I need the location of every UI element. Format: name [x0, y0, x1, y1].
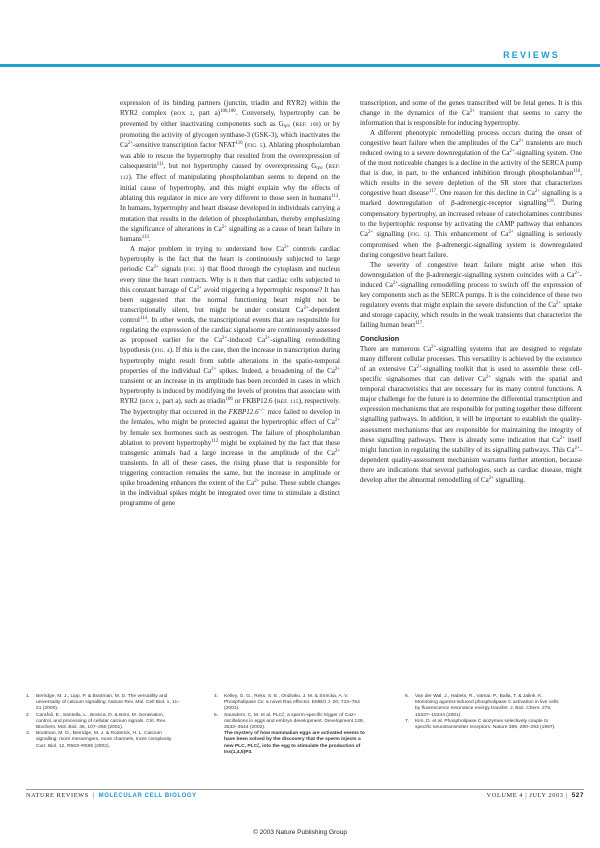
footer-rule: [26, 789, 584, 790]
reference-item: 7. Kim, D. et al. Phospholipase C isozymes selectively couple to specific neurotransmitter receptors. Nature 389, 290–293 (1997).: [405, 718, 556, 731]
references-column-2: [214, 694, 370, 756]
reference-item: 3. Bootman, M. D., Berridge, M. J. & Roderick, H. L. Calcium signalling: more messengers, more channels, more complexity. Curr. Biol. 12, R563–R565 (2002).: [26, 731, 173, 749]
paragraph: A different phenotypic remodelling process occurs during the onset of congestive heart failure when the amplitudes of the $Ca^{2+}$ transients are much reduced owing to a severe downregulation of the $Ca^{2+}$-signalling system. One of the most noticeable changes is a decline in the activity of the SERCA pump that is due, in part, to the enhanced inhibition through phospholamban$^{116}$, which results in the severe depletion of the SR store that characterizes congestive heart disease$^{117}$. One reason for this decline in $Ca^{2+}$ signalling is a marked downregulation of β-adrenergic-receptor signalling$^{118}$. During compensatory hypertrophy, an increased release of catecholamines contributes to the hypertrophic response by activating the cAMP pathway that enhances $Ca^{2+}$ signalling (FIG. 5). This enhancement of $Ca^{2+}$ signalling is seriously compromised when the β-adrenergic-signalling system is downregulated during congestive heart failure.: [360, 129, 583, 259]
copyright-notice: © 2003 Nature Publishing Group: [252, 829, 348, 836]
reference-item: 1. Berridge, M. J., Lipp, P. & Bootman, M. D. The versatility and universality of calcium signalling. Nature Rev. Mol. Cell Biol. 1, 11–21 (2000).: [26, 694, 180, 712]
page-number: 527: [571, 792, 584, 799]
footer-separator: |: [523, 792, 530, 799]
section-heading: Conclusion: [360, 334, 400, 344]
paragraph: The severity of congestive heart failure might arise when this downregulation of the β-adrenergic-signalling system coincides with a $Ca^{2+}$-induced $Ca^{2+}$-signalling remodelling process to switch off the expression of key components such as the SERCA pumps. It is the coincidence of these two regulatory events that might explain the severe disfunction of the $Ca^{2+}$ uptake and storage capacity, which results in the weak transients that characterize the failing human heart$^{117}$.: [360, 260, 583, 330]
volume: VOLUME 4: [486, 792, 524, 799]
paragraph: A major problem in trying to understand how $Ca^{2+}$ controls cardiac hypertrophy is the fact that the heart is continuously subjected to large periodic $Ca^{2+}$ signals (FIG. 3) that flood through the cytoplasm and nucleus every time the heart contracts. Why is it then that cardiac cells subjected to this constant barrage of $Ca^{2+}$ avoid triggering a hypertrophic response? It has been suggested that the normal functioning heart might not be transcriptionally silent, but might be under constant $Ca^{2+}$-dependent control$^{114}$. In other words, the transcriptional events that are responsible for regulating the expression of the cardiac signalsome are continuously assessed as proposed earlier for the $Ca^{2+}$-induced $Ca^{2+}$-signalling remodelling hypothesis (FIG. 4). If this is the case, then the increase in transcription during hypertrophy might result from subtle alterations in the spatio-temporal properties of the individual $Ca^{2+}$ spikes. Indeed, a broadening of the $Ca^{2+}$ transient or an increase in its amplitude has been recorded in cases in which hypertrophy is induced by modifying the levels of proteins that associate with RYR2 (BOX 2, part a), such as triadin$^{106}$ or FKBP12.6 (REF. 115), respectively. The hypertrophy that occurred in the FKBP12.6−/− mice failed to develop in the females, who might be protected against the hypertrophic effect of $Ca^{2+}$ by female sex hormones such as oestrogen. The failure of phospholamban ablation to prevent hypertrophy$^{112}$ might be explained by the fact that these transgenic animals had a large increase in the amplitude of the $Ca^{2+}$ transients. In all of these cases, the rising phase that is responsible for triggering contraction remains the same, but the increase in amplitude or spike broadening enhances the extent of the $Ca^{2+}$ pulse. These subtle changes in the individual spikes might be integrated over time to stimulate a distinct programme of gene: [120, 244, 341, 507]
reference-item: 6. Van der Wal, J., Habets, R., Varnai, P., Balla, T. & Jalink, K. Monitoring agonist-induced phospholipase C activation in live cells by fluorescence resonance energy transfer. J. Biol. Chem. 276, 15337–15344 (2001).: [405, 694, 559, 718]
reference-item: 2. Carafoli, E., Santella, L., Branca, D. & Brini, M. Generation, control, and processing of cellular calcium signals. Crit. Rev. Biochem. Mol. Biol. 36, 107–260 (2001).: [26, 712, 167, 731]
reference-annotation: The mystery of how mammalian eggs are activated seems to have been solved by the discovery that the sperm injects a new PLC, PLCζ, into the egg to stimulate the production of Ins(1,4,5)P3.: [224, 731, 365, 755]
publisher-name: NATURE REVIEWS: [26, 792, 89, 799]
footer-separator: |: [563, 792, 570, 799]
paragraph: There are numerous $Ca^{2+}$-signalling systems that are designed to regulate many different cellular processes. This versatility is achieved by the existence of an extensive $Ca^{2+}$-signalling toolkit that is used to assemble these cell-specific signalsomes that can deliver $Ca^{2+}$ signals with the spatial and temporal characteristics that are necessary for its many control functions. A major challenge for the future is to determine the differential transcription and expression mechanisms that are responsible for putting together these different signalling pathways. In addition, it will be important to establish the quality-assessment mechanisms that are responsible for maintaining the integrity of these signalling pathways. There is already some indication that $Ca^{2+}$ itself might function in regulating the stability of its signalling pathways. This $Ca^{2+}$-dependent quality-assessment mechanism warrants further attention, because there are indications that several pathologies, such as cardiac disease, might develop after the abnormal remodelling of $Ca^{2+}$ signalling.: [360, 345, 582, 484]
footer-journal: [26, 792, 197, 799]
journal-name: MOLECULAR CELL BIOLOGY: [98, 793, 197, 799]
references-column-3: [405, 694, 563, 731]
section-label: REVIEWS: [503, 50, 560, 60]
header-rule: [0, 64, 600, 67]
reference-item: 5. Saunders, C. M. et al. PLCζ: a sperm-specific trigger of Ca2+ oscillations in eggs and embryo development. Development 129, 3533–3544 (2002). The mystery of how mammalian eggs are activated seems to have been solved by the discovery that the sperm injects a new PLC, PLCζ, into the egg to stimulate the production of Ins(1,4,5)P3.: [214, 712, 365, 755]
issue-date: JULY 2003: [529, 792, 564, 799]
references-column-1: [26, 694, 180, 750]
footer-issue: [487, 792, 584, 799]
paragraph: expression of its binding partners (junctin, triadin and RYR2) within the RYR2 complex (BOX 2, part a)$^{106,108}$. Conversely, hypertrophy can be prevented by either inactivating components such as $G_{q/o}$ (REF. 109) or by promoting the activity of glycogen synthase-3 (GSK-3), which inactivates the $Ca^{2+}$-sensitive transcription factor NFAT$^{110}$ (FIG. 5). Ablating phospholamban was able to rescue the hypertrophy that resulted from the overexpression of calsequestrin$^{111}$, but not hypertrophy caused by overexpressing $G_{q/o}$ (REF. 112). The effect of manipulating phospholamban seems to depend on the initial cause of hypertrophy, and this might explain why the effects of ablating this regulator in mice are very different to those seen in humans$^{113}$. In humans, hypertrophy and heart disease developed in individuals carrying a mutation that results in the deletion of phospholamban, thereby emphasizing the significance of alterations in $Ca^{2+}$ signalling as a cause of heart failure in humans$^{113}$.: [120, 99, 341, 243]
body-column-left: [120, 98, 340, 508]
paragraph: transcription, and some of the genes transcribed will be fetal genes. It is this change in the dynamics of the $Ca^{2+}$ transient that seems to carry the information that is responsible for inducing hypertrophy.: [360, 99, 582, 128]
reference-item: 4. Kelley, G. G., Reks, S. E., Ondrako, J. M. & Smrcka, A. V. Phospholipase Cε: a novel Ras effector. EMBO J. 20, 743–754 (2001).: [214, 694, 360, 712]
footer-separator: |: [92, 792, 95, 799]
body-column-right: [360, 98, 582, 485]
